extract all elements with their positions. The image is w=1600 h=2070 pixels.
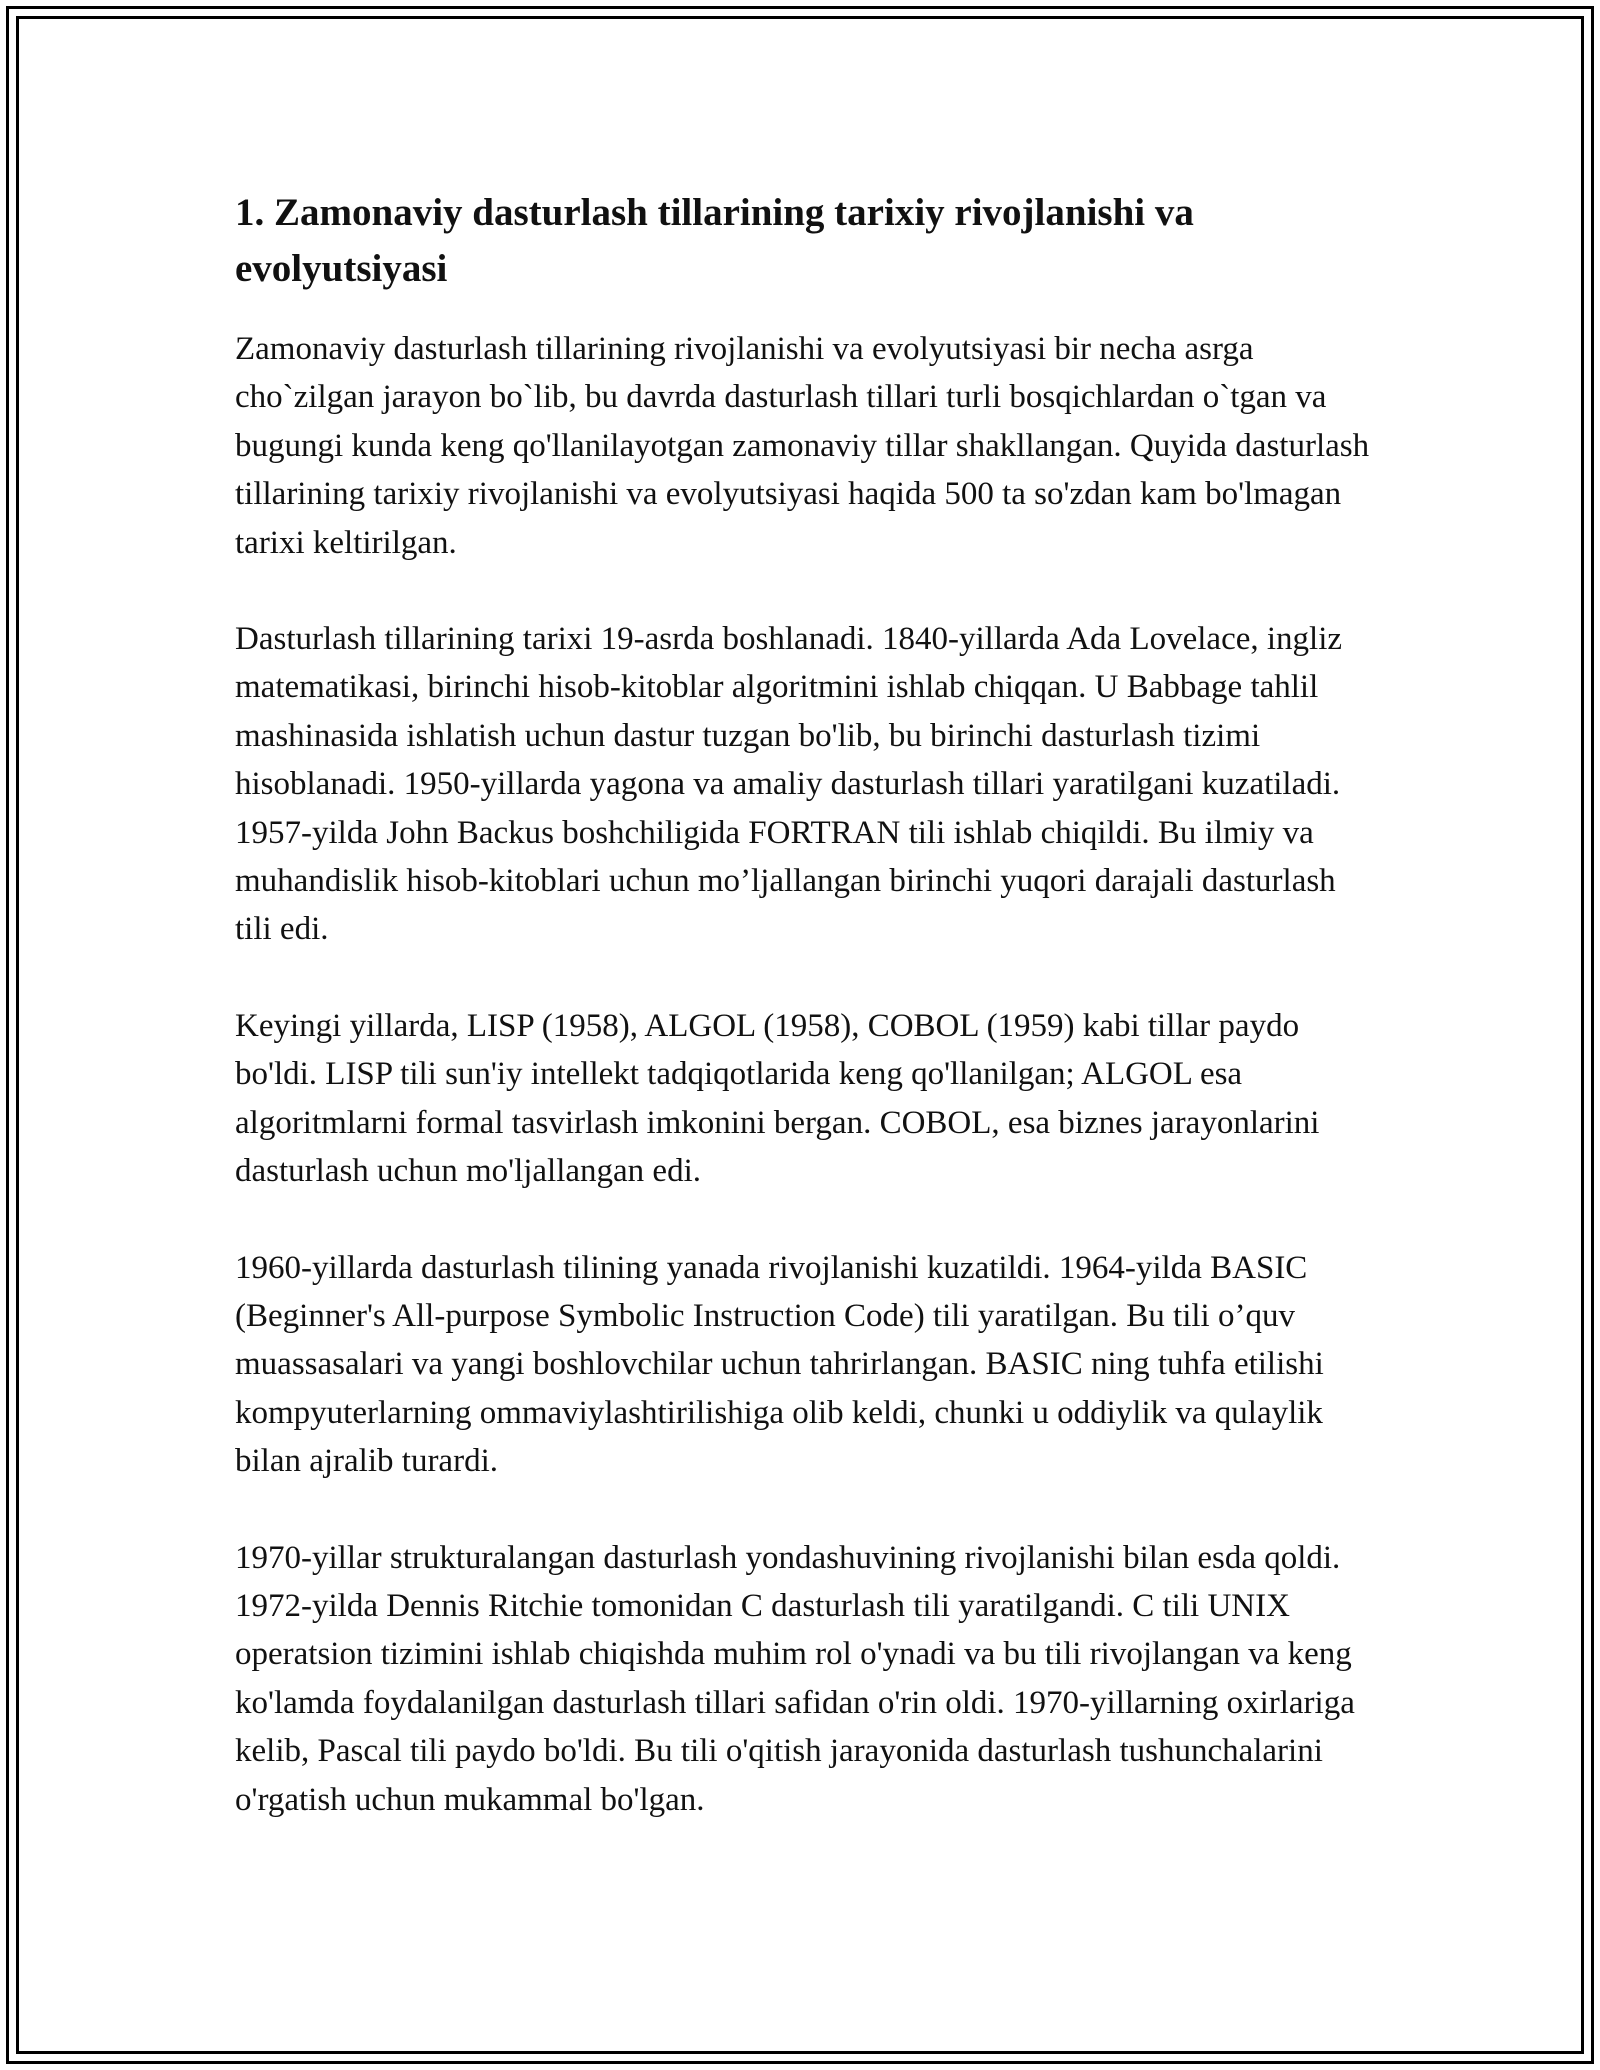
paragraph-1970s-c-pascal: 1970-yillar strukturalangan dasturlash yondashuvining rivojlanishi bilan esda qoldi. 1972-yilda Dennis Ritchie tomonidan C dasturlash tili yaratilgandi. C tili UNIX operatsion tizimini ishlab chiqishda muhim rol o'ynadi va bu tili rivojlangan va keng ko'lamda foydalanilgan dasturlash tillari safidan o'rin oldi. 1970-yillarning oxirlariga kelib, Pascal tili paydo bo'ldi. Bu tili o'qitish jarayonida dasturlash tushunchalarini o'rgatish uchun mukammal bo'lgan.: [235, 1539, 1355, 1818]
paragraph-1960s-basic: 1960-yillarda dasturlash tilining yanada rivojlanishi kuzatildi. 1964-yilda BASIC (Beginner's All-purpose Symbolic Instruction Code) tili yaratilgan. Bu tili o’quv muassasalari va yangi boshlovchilar uchun tahrirlangan. BASIC ning tuhfa etilishi kompyuterlarning ommaviylashtirilishiga olib keldi, chunki u oddiylik va qulaylik bilan ajralib turardi.: [235, 1249, 1324, 1480]
paragraph-lisp-algol-cobol: Keyingi yillarda, LISP (1958), ALGOL (1958), COBOL (1959) kabi tillar paydo bo'ldi. LISP tili sun'iy intellekt tadqiqotlarida keng qo'llanilgan; ALGOL esa algoritmlarni formal tasvirlash imkonini bergan. COBOL, esa biznes jarayonlarini dasturlash uchun mo'ljallangan edi.: [235, 1007, 1320, 1190]
document-body: [235, 185, 1380, 1872]
paragraph-intro: Zamonaviy dasturlash tillarining rivojlanishi va evolyutsiyasi bir necha asrga cho`zilgan jarayon bo`lib, bu davrda dasturlash tillari turli bosqichlardan o`tgan va bugungi kunda keng qo'llanilayotgan zamonaviy tillar shakllangan. Quyida dasturlash tillarining tarixiy rivojlanishi va evolyutsiyasi haqida 500 ta so'zdan kam bo'lmagan tarixi keltirilgan.: [235, 331, 1370, 561]
section-title: 1. Zamonaviy dasturlash tillarining tarixiy rivojlanishi va evolyutsiyasi: [235, 191, 1194, 290]
paragraph-early-history: Dasturlash tillarining tarixi 19-asrda boshlanadi. 1840-yillarda Ada Lovelace, ingliz matematikasi, birinchi hisob-kitoblar algoritmini ishlab chiqqan. U Babbage tahlil mashinasida ishlatish uchun dastur tuzgan bo'lib, bu birinchi dasturlash tizimi hisoblanadi. 1950-yillarda yagona va amaliy dasturlash tillari yaratilgani kuzatiladi. 1957-yilda John Backus boshchiligida FORTRAN tili ishlab chiqildi. Bu ilmiy va muhandislik hisob-kitoblari uchun mo’ljallangan birinchi yuqori darajali dasturlash tili edi.: [235, 621, 1343, 948]
